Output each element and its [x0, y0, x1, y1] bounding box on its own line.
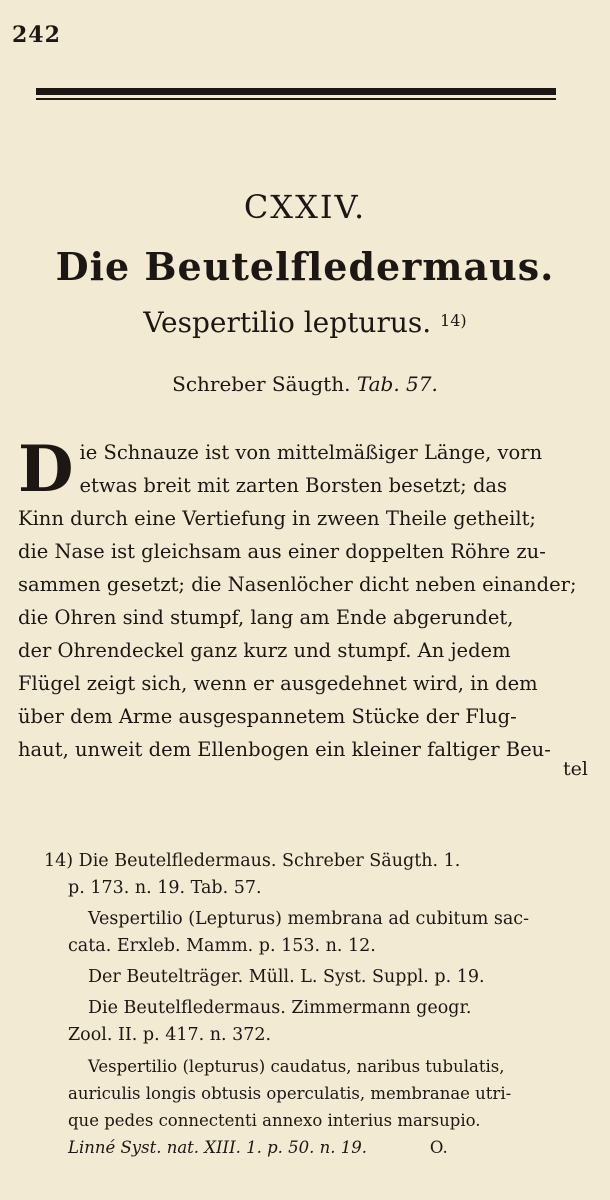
body-line: über dem Arme ausgespannetem Stücke der Flug-: [18, 705, 517, 728]
catchword: tel: [563, 758, 588, 780]
body-line: haut, unweit dem Ellenbogen ein kleiner faltiger Beu-: [18, 738, 551, 761]
footnote-line: p. 173. n. 19. Tab. 57.: [68, 878, 262, 898]
header-rule: [36, 88, 556, 95]
source-table: Tab. 57.: [356, 372, 438, 396]
body-line: der Ohrendeckel ganz kurz und stumpf. An jedem: [18, 639, 511, 662]
footnote-line: Vespertilio (lepturus) caudatus, naribus tubulatis,: [88, 1057, 505, 1076]
source-reference: [0, 372, 610, 396]
footnote-mark: O.: [429, 1138, 448, 1157]
body-line: sammen gesetzt; die Nasenlöcher dicht neben einander;: [18, 573, 577, 596]
chapter-title: Die Beutelfledermaus.: [55, 244, 555, 289]
footnote-line: 14) Die Beutelfledermaus. Schreber Säugth. 1.: [44, 851, 461, 871]
footnote-line: auriculis longis obtusis operculatis, membranae utri-: [68, 1084, 512, 1103]
footnote-line: Vespertilio (Lepturus) membrana ad cubitum sac-: [88, 909, 530, 929]
body-line: ie Schnauze ist von mittelmäßiger Länge, vorn: [79, 441, 543, 464]
footnote-line: cata. Erxleb. Mamm. p. 153. n. 12.: [68, 936, 376, 956]
latin-name-text: Vespertilio lepturus.: [143, 306, 432, 339]
footnotes: [44, 848, 596, 1161]
footnote-line: Die Beutelfledermaus. Zimmermann geogr.: [88, 998, 472, 1018]
body-line: Flügel zeigt sich, wenn er ausgedehnet wird, in dem: [18, 672, 538, 695]
body-text: [18, 432, 590, 766]
header-rule-thin: [36, 98, 556, 100]
chapter-number: CXXIV.: [243, 188, 367, 226]
body-line: etwas breit mit zarten Borsten besetzt; das: [79, 474, 508, 497]
footnote-line: que pedes connectenti annexo interius marsupio.: [68, 1111, 481, 1130]
body-line: die Ohren sind stumpf, lang am Ende abgerundet,: [18, 606, 514, 629]
body-line: Kinn durch eine Vertiefung in zween Theile getheilt;: [18, 507, 536, 530]
footnote-line: Zool. II. p. 417. n. 372.: [68, 1025, 272, 1045]
body-line: die Nase ist gleichsam aus einer doppelten Röhre zu-: [18, 540, 546, 563]
drop-cap: D: [18, 432, 74, 507]
footnote-line: [44, 1134, 596, 1161]
footnote-line: Der Beutelträger. Müll. L. Syst. Suppl. p. 19.: [88, 967, 485, 987]
page-number: 242: [12, 22, 61, 48]
footnote-marker: 14): [440, 311, 467, 330]
source-author: Schreber Säugth.: [172, 372, 351, 396]
latin-name: [0, 306, 610, 339]
footnote-citation: Linné Syst. nat. XIII. 1. p. 50. n. 19.: [68, 1138, 367, 1157]
